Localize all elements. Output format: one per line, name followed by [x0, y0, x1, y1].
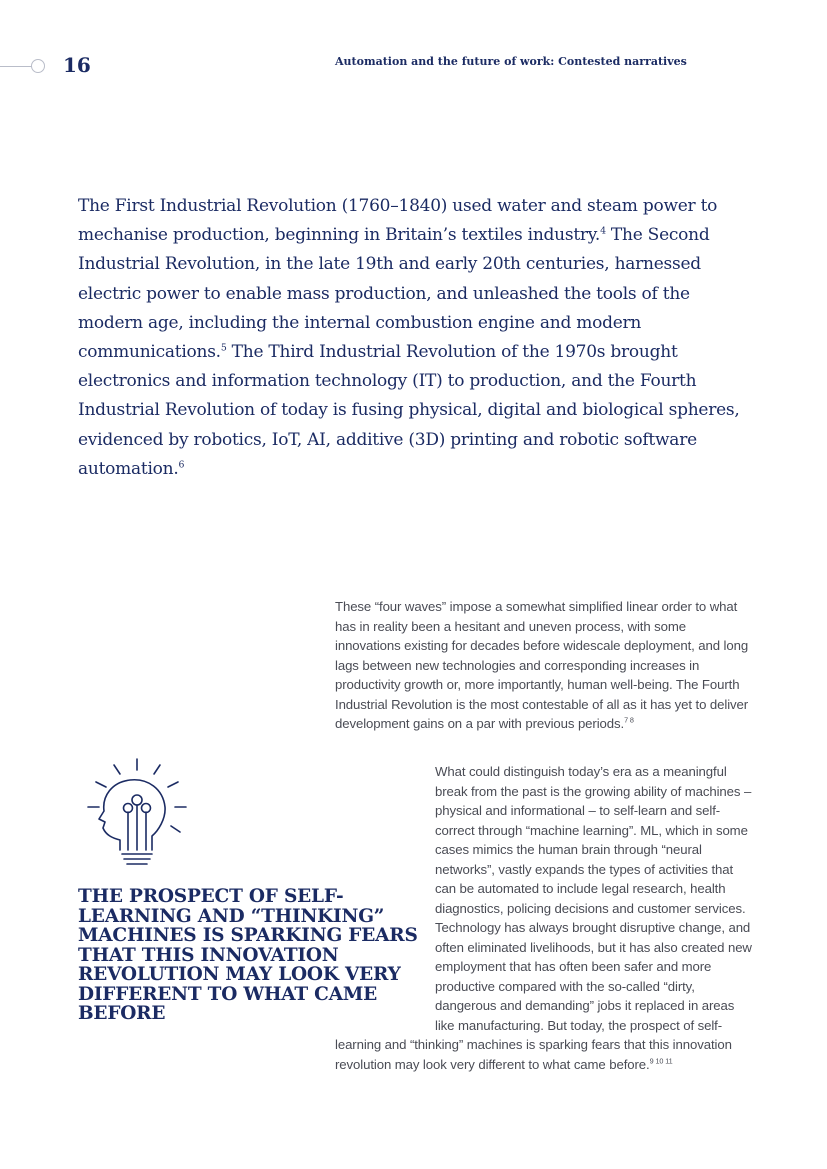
footnote-ref: 7 8: [624, 715, 634, 725]
lead-sentence-2: The Second Industrial Revolution, in the late 19th and early 20th centuries, harnessed electric power to enable mass production, and unleashed the tools of the modern age, including the internal combustion engine and modern communications.: [78, 225, 710, 363]
lightbulb-head-icon: [86, 756, 190, 868]
body-paragraph-1-text: These “four waves” impose a somewhat simplified linear order to what has in reality been a hesitant and uneven process, with some innovations existing for decades before widescale deployment, and long lags between new technologies and corresponding increases in productivity growth or, more importantly, human well-being. The Fourth Industrial Revolution is the most contestable of all as it has yet to deliver development gains on a par with previous periods.: [335, 599, 749, 731]
header-circle-icon: [31, 59, 45, 73]
lead-sentence-1: The First Industrial Revolution (1760–1840) used water and steam power to mechanise production, beginning in Britain’s textiles industry.: [78, 196, 718, 246]
body-paragraph-2-text: What could distinguish today’s era as a meaningful break from the past is the growing ability of machines – physical and informational – to self-learn and self-correct through “machine learning”. ML, which in some cases mimics the human brain through “neural networks”, vastly expands the types of activities that can be automated to include legal research, health diagnostics, policing decisions and customer services. Technology has always brought disruptive change, and often eliminated livelihoods, but it has also created new employment that has often been safer and more productive compared with the so-called “dirty, dangerous and demanding” jobs it replaced in areas like manufacturing. But today, the prospect of self-learning and “thinking” machines is sparking fears that this innovation revolution may look very different to what came before.: [335, 764, 752, 1072]
lead-sentence-3: The Third Industrial Revolution of the 1970s brought electronics and information technology (IT) to production, and the Fourth Industrial Revolution of today is fusing physical, digital and biological spheres, evidenced by robotics, IoT, AI, additive (3D) printing and robotic software automation.: [78, 342, 740, 479]
pull-quote: THE PROSPECT OF SELF-LEARNING AND “THINKING” MACHINES IS SPARKING FEARS THAT THIS INNOVATION REVOLUTION MAY LOOK VERY DIFFERENT TO WHAT CAME BEFORE: [78, 886, 418, 1024]
page-number: 16: [63, 53, 91, 77]
running-title: Automation and the future of work: Contested narratives: [335, 55, 687, 68]
footnote-ref: 4: [600, 225, 606, 237]
footnote-ref: 6: [178, 459, 185, 471]
lead-paragraph: [78, 192, 748, 484]
footnote-ref: 5: [220, 342, 227, 354]
header-rule: [0, 66, 33, 67]
footnote-ref: 9 10 11: [649, 1056, 673, 1066]
body-paragraph-1: [335, 597, 753, 734]
